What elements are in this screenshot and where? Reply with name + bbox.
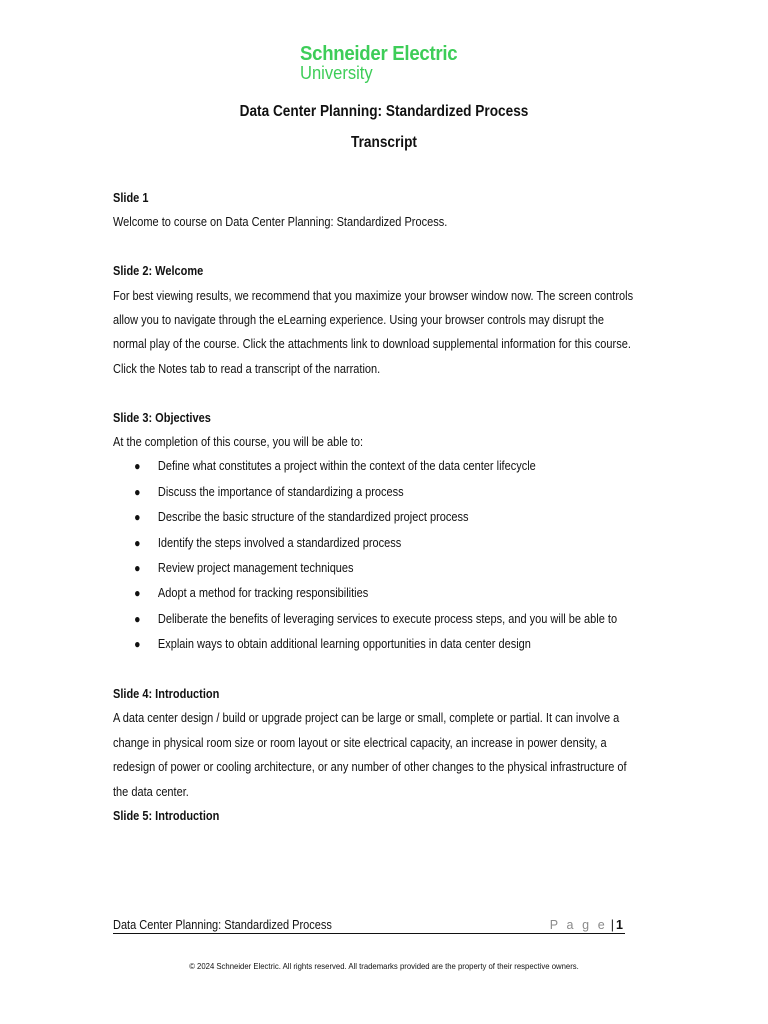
document-subtitle: Transcript [351, 134, 417, 151]
slide-4-heading: Slide 4: Introduction [113, 687, 220, 702]
list-item: ● Review project management techniques [113, 556, 659, 581]
list-item: ● Describe the basic structure of the standardized project process [113, 505, 659, 530]
footer-page-number [550, 918, 623, 932]
transcript-body [113, 186, 658, 829]
bullet-icon: ● [134, 561, 141, 576]
page-footer [113, 916, 625, 934]
objectives-list [113, 454, 659, 657]
bullet-icon: ● [134, 510, 141, 525]
slide-5-heading: Slide 5: Introduction [113, 809, 220, 824]
footer-page-value: 1 [616, 918, 623, 932]
slide-2-line: normal play of the course. Click the attachments link to download supplemental information for this course. [113, 337, 631, 352]
slide-2-line: For best viewing results, we recommend that you maximize your browser window now. The screen controls [113, 288, 634, 303]
slide-4-line: change in physical room size or room layout or site electrical capacity, an increase in power density, a [113, 735, 607, 750]
slide-4-line: A data center design / build or upgrade project can be large or small, complete or partial. It can involve a [113, 711, 620, 726]
slide-2-heading: Slide 2: Welcome [113, 264, 204, 279]
bullet-icon: ● [134, 484, 141, 499]
bullet-icon: ● [134, 586, 141, 601]
document-title: Data Center Planning: Standardized Process [239, 103, 529, 120]
footer-page-separator: | [610, 918, 615, 932]
copyright-notice: © 2024 Schneider Electric. All rights reserved. All trademarks provided are the property of their respective owners. [189, 961, 579, 971]
bullet-icon: ● [134, 459, 141, 474]
list-item: ● Define what constitutes a project within the context of the data center lifecycle [113, 454, 659, 479]
list-item: ● Deliberate the benefits of leveraging services to execute process steps, and you will be able to [113, 607, 659, 632]
list-item: ● Discuss the importance of standardizing a process [113, 480, 659, 505]
list-item: ● Adopt a method for tracking responsibilities [113, 581, 659, 606]
slide-4-line: redesign of power or cooling architecture, or any number of other changes to the physical infrastructure of [113, 760, 627, 775]
footer-page-label: P a g e [549, 918, 608, 932]
bullet-icon: ● [134, 637, 141, 652]
list-item: ● Explain ways to obtain additional learning opportunities in data center design [113, 632, 659, 657]
footer-document-title: Data Center Planning: Standardized Process [113, 918, 332, 932]
slide-4-line: the data center. [113, 784, 189, 799]
list-item: ● Identify the steps involved a standardized process [113, 531, 659, 556]
logo-brand-text: Schneider Electric [300, 43, 458, 65]
slide-3-heading: Slide 3: Objectives [113, 410, 211, 425]
schneider-electric-university-logo [300, 44, 500, 82]
slide-2-line: Click the Notes tab to read a transcript of the narration. [113, 361, 381, 376]
logo-university-text: University [300, 63, 373, 83]
bullet-icon: ● [134, 535, 141, 550]
slide-2-line: allow you to navigate through the eLearning experience. Using your browser controls may disrupt the [113, 313, 604, 328]
bullet-icon: ● [134, 611, 141, 626]
slide-3-intro: At the completion of this course, you will be able to: [113, 435, 364, 450]
slide-1-heading: Slide 1 [113, 191, 149, 205]
slide-1-text: Welcome to course on Data Center Planning: Standardized Process. [113, 215, 448, 230]
